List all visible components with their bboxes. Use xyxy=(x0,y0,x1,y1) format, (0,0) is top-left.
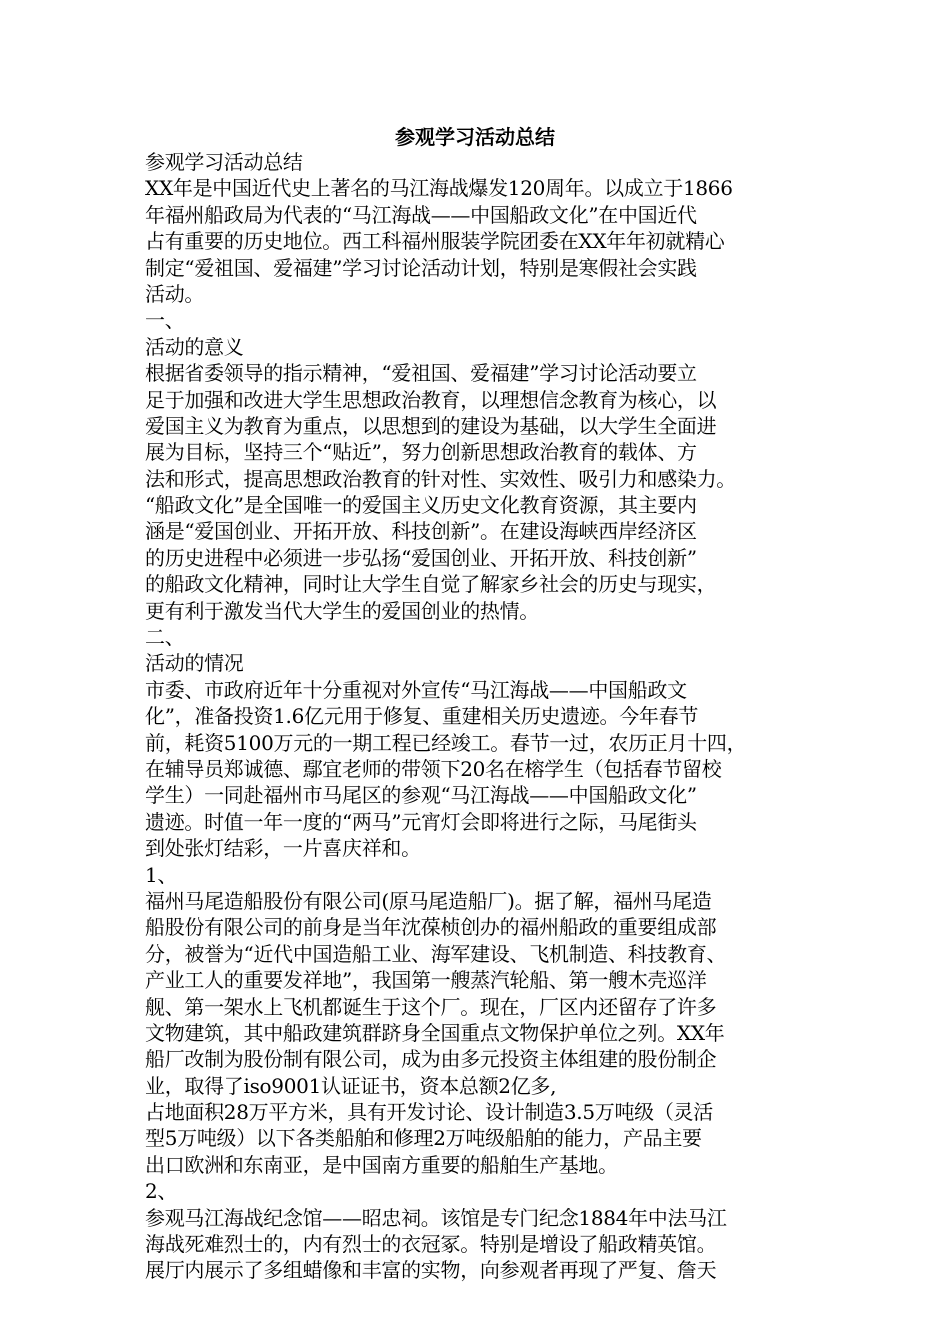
text-line: 船股份有限公司的前身是当年沈葆桢创办的福州船政的重要组成部 xyxy=(145,915,717,940)
text-line: 活动的情况 xyxy=(145,651,244,676)
text-line: 船厂改制为股份制有限公司，成为由多元投资主体组建的股份制企 xyxy=(145,1047,717,1072)
text-line: 分，被誉为“近代中国造船工业、海军建设、飞机制造、科技教育、 xyxy=(145,941,727,966)
text-line: 到处张灯结彩，一片喜庆祥和。 xyxy=(145,836,421,861)
text-line: 前，耗资5100万元的一期工程已经竣工。春节一过，农历正月十四， xyxy=(145,730,747,755)
text-line: 舰、第一架水上飞机都诞生于这个厂。现在，厂区内还留存了许多 xyxy=(145,994,717,1019)
text-line: 涵是“爱国创业、开拓开放、科技创新”。在建设海峡西岸经济区 xyxy=(145,519,697,544)
text-line: 参观马江海战纪念馆——昭忠祠。该馆是专门纪念1884年中法马江 xyxy=(145,1205,727,1230)
text-line: 产业工人的重要发祥地”，我国第一艘蒸汽轮船、第一艘木壳巡洋 xyxy=(145,968,707,993)
text-line: 的历史进程中必须进一步弘扬“爱国创业、开拓开放、科技创新” xyxy=(145,545,697,570)
text-line: 占有重要的历史地位。西工科福州服装学院团委在XX年年初就精心 xyxy=(145,229,725,254)
text-line: 二、 xyxy=(145,625,185,650)
text-line: 1、 xyxy=(145,862,178,887)
text-line: 业，取得了iso9001认证证书，资本总额2亿多, xyxy=(145,1073,557,1098)
text-line: 海战死难烈士的，内有烈士的衣冠冢。特别是增设了船政精英馆。 xyxy=(145,1232,717,1257)
document-title: 参观学习活动总结 xyxy=(395,125,555,149)
text-line: 占地面积28万平方米，具有开发讨论、设计制造3.5万吨级（灵活 xyxy=(145,1100,713,1125)
text-line: 年福州船政局为代表的“马江海战——中国船政文化”在中国近代 xyxy=(145,202,697,227)
text-line: 学生）一同赴福州市马尾区的参观“马江海战——中国船政文化” xyxy=(145,783,697,808)
text-line: 展厅内展示了多组蜡像和丰富的实物，向参观者再现了严复、詹天 xyxy=(145,1258,717,1283)
text-line: 化”，准备投资1.6亿元用于修复、重建相关历史遗迹。今年春节 xyxy=(145,704,699,729)
text-line: 在辅导员郑诚德、鄢宜老师的带领下20名在榕学生（包括春节留校 xyxy=(145,756,722,781)
text-line: 足于加强和改进大学生思想政治教育，以理想信念教育为核心，以 xyxy=(145,387,717,412)
text-line: 遗迹。时值一年一度的“两马”元宵灯会即将进行之际，马尾街头 xyxy=(145,809,697,834)
text-line: 市委、市政府近年十分重视对外宣传“马江海战——中国船政文 xyxy=(145,677,687,702)
text-line: 参观学习活动总结 xyxy=(145,150,303,174)
text-line: 文物建筑，其中船政建筑群跻身全国重点文物保护单位之列。XX年 xyxy=(145,1020,725,1045)
text-line: 型5万吨级）以下各类船舶和修理2万吨级船舶的能力，产品主要 xyxy=(145,1126,702,1151)
text-line: 制定“爱祖国、爱福建”学习讨论活动计划，特别是寒假社会实践 xyxy=(145,255,697,280)
text-line: 一、 xyxy=(145,308,185,333)
text-line: 爱国主义为教育为重点，以思想到的建设为基础，以大学生全面进 xyxy=(145,413,717,438)
text-line: 根据省委领导的指示精神，“爱祖国、爱福建”学习讨论活动要立 xyxy=(145,361,697,386)
text-line: 2、 xyxy=(145,1179,178,1204)
document-body xyxy=(145,149,825,1284)
text-line: 活动的意义 xyxy=(145,334,244,359)
text-line: 福州马尾造船股份有限公司(原马尾造船厂)。据了解，福州马尾造 xyxy=(145,888,712,913)
text-line: 展为目标，坚持三个“贴近”，努力创新思想政治教育的载体、方 xyxy=(145,440,697,465)
text-line: “船政文化”是全国唯一的爱国主义历史文化教育资源，其主要内 xyxy=(145,493,697,518)
text-line: 更有利于激发当代大学生的爱国创业的热情。 xyxy=(145,598,539,623)
text-line: XX年是中国近代史上著名的马江海战爆发120周年。以成立于1866 xyxy=(145,176,733,201)
text-line: 法和形式，提高思想政治教育的针对性、实效性、吸引力和感染力。 xyxy=(145,466,736,491)
text-line: 的船政文化精神，同时让大学生自觉了解家乡社会的历史与现实， xyxy=(145,572,717,597)
text-line: 活动。 xyxy=(145,281,205,306)
text-line: 出口欧洲和东南亚，是中国南方重要的船舶生产基地。 xyxy=(145,1152,618,1177)
